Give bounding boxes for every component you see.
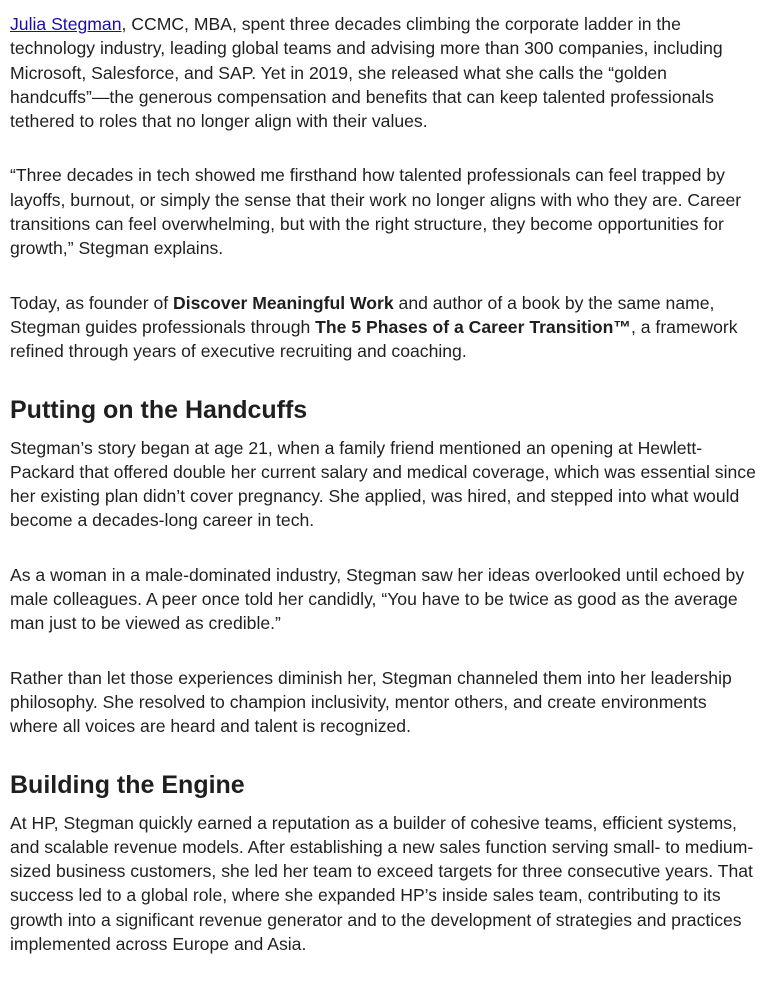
intro-paragraph-1-text: , CCMC, MBA, spent three decades climbing the corporate ladder in the technology industry, leading global teams and advising more than 300 companies, including Microsoft, Salesforce, and SAP. Yet in 2019, she released what she calls the “golden handcuffs”—the generous compensation and benefits that can keep talented professionals tethered to roles that no longer align with their values. [10,14,723,132]
intro-paragraph-3-text-c: , a framework refined through years of executive recruiting and coaching. [10,316,738,362]
handcuffs-paragraph-3: Rather than let those experiences diminish her, Stegman channeled them into her leadership philosophy. She resolved to champion inclusivity, mentor others, and create environments where all voices are heard and talent is recognized. [10,667,732,737]
engine-paragraph-1: At HP, Stegman quickly earned a reputation as a builder of cohesive teams, efficient systems, and scalable revenue models. After establishing a new sales function serving small- to medium-sized business customers, she led her team to exceed targets for three consecutive years. That success led to a global role, where she expanded HP’s inside sales team, contributing to its growth into a significant revenue generator and to the development of strategies and practices implemented across Europe and Asia. [10,812,754,955]
handcuffs-paragraph-1: Stegman’s story began at age 21, when a family friend mentioned an opening at Hewlett-Packard that offered double her current salary and medical coverage, which was essential since her existing plan didn’t cover pregnancy. She applied, was hired, and stepped into what would become a decades-long career in tech. [10,437,756,531]
section-heading-engine: Building the Engine [10,770,245,799]
section-heading-handcuffs: Putting on the Handcuffs [10,395,308,424]
intro-paragraph-3-text-a: Today, as founder of [10,292,174,313]
organization-name: Discover Meaningful Work [173,292,394,313]
intro-paragraph-3 [10,291,758,364]
intro-paragraph-2: “Three decades in tech showed me firsthand how talented professionals can feel trapped by layoffs, burnout, or simply the sense that their work no longer aligns with who they are. Career transitions can feel overwhelming, but with the right structure, they become opportunities for growth,” Stegman explains. [10,165,742,259]
handcuffs-paragraph-2: As a woman in a male-dominated industry, Stegman saw her ideas overlooked until echoed by male colleagues. A peer once told her candidly, “You have to be twice as good as the average man just to be viewed as credible.” [10,564,745,634]
intro-paragraph-1 [10,12,758,133]
intro-paragraph-3-text-b: and author of a book by the same name, Stegman guides professionals through [10,292,715,337]
framework-name: The 5 Phases of a Career Transition™ [315,316,631,337]
author-link[interactable]: Julia Stegman [10,14,122,34]
